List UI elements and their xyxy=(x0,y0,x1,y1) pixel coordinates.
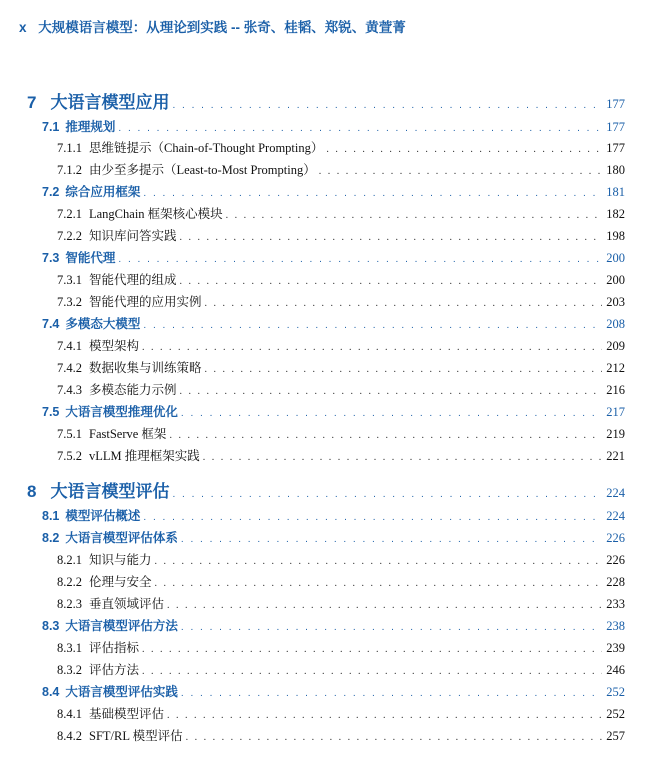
toc-entry-text: FastServe 框架 xyxy=(89,427,167,441)
toc-entry-text: 大语言模型应用 xyxy=(50,93,170,112)
toc-entry-text: 大语言模型评估体系 xyxy=(65,531,178,545)
dot-leader xyxy=(326,144,602,155)
dot-leader xyxy=(205,364,602,375)
toc-entry-title xyxy=(57,292,202,310)
dot-leader xyxy=(167,600,602,611)
toc-entry-text: 伦理与安全 xyxy=(89,575,152,589)
toc-entry-number: 7.4.1 xyxy=(57,339,82,353)
toc-entry-title xyxy=(57,638,139,656)
toc-entry-number: 7.2 xyxy=(42,185,60,199)
toc-entry-title xyxy=(42,182,140,200)
toc-entry-title xyxy=(57,572,152,590)
toc-entry-section[interactable] xyxy=(42,402,625,420)
dot-leader xyxy=(143,188,602,199)
toc-entry-section[interactable] xyxy=(42,314,625,332)
toc-entry-sub[interactable] xyxy=(57,204,625,222)
toc-entry-page: 246 xyxy=(606,663,625,677)
dot-leader xyxy=(118,254,602,265)
toc-entry-title xyxy=(42,616,178,634)
toc-entry-title xyxy=(57,204,223,222)
toc-entry-page: 180 xyxy=(606,163,625,177)
toc-entry-text: 知识库问答实践 xyxy=(89,229,177,243)
toc-entry-section[interactable] xyxy=(42,616,625,634)
toc-entry-text: 多模态大模型 xyxy=(65,317,141,331)
toc-entry-title xyxy=(57,380,177,398)
toc-entry-sub[interactable] xyxy=(57,572,625,590)
toc-entry-sub[interactable] xyxy=(57,226,625,244)
toc-entry-text: 大语言模型评估 xyxy=(50,482,170,501)
toc-entry-sub[interactable] xyxy=(57,270,625,288)
toc-entry-section[interactable] xyxy=(42,682,625,700)
toc-entry-page: 224 xyxy=(606,509,625,523)
toc-entry-title xyxy=(42,682,178,700)
toc-entry-page: 209 xyxy=(606,339,625,353)
toc-entry-page: 221 xyxy=(606,449,625,463)
toc-entry-text: 知识与能力 xyxy=(89,553,152,567)
dot-leader xyxy=(155,578,602,589)
dot-leader xyxy=(181,408,602,419)
toc-entry-title xyxy=(42,248,115,266)
dot-leader xyxy=(143,320,602,331)
toc-entry-text: vLLM 推理框架实践 xyxy=(89,449,200,463)
toc-entry-page: 181 xyxy=(606,185,625,199)
toc-entry-title xyxy=(42,314,140,332)
dot-leader xyxy=(172,489,602,500)
toc-entry-number: 7.3 xyxy=(42,251,60,265)
toc-entry-page: 177 xyxy=(606,120,625,134)
toc-entry-number: 7.2.2 xyxy=(57,229,82,243)
toc-entry-page: 177 xyxy=(606,141,625,155)
toc-entry-number: 7.1 xyxy=(42,120,60,134)
toc-entry-page: 224 xyxy=(606,486,625,500)
dot-leader xyxy=(155,556,602,567)
toc-entry-number: 8.4 xyxy=(42,685,60,699)
toc-entry-text: 综合应用框架 xyxy=(65,185,141,199)
toc-entry-page: 257 xyxy=(606,729,625,743)
toc-entry-number: 7.3.2 xyxy=(57,295,82,309)
toc-entry-page: 226 xyxy=(606,531,625,545)
toc-entry-title xyxy=(57,226,177,244)
toc-entry-page: 182 xyxy=(606,207,625,221)
toc-entry-text: 大语言模型推理优化 xyxy=(65,405,178,419)
toc-entry-title xyxy=(57,358,202,376)
toc-entry-number: 7.2.1 xyxy=(57,207,82,221)
toc-entry-page: 233 xyxy=(606,597,625,611)
toc-entry-page: 252 xyxy=(606,685,625,699)
toc-entry-section[interactable] xyxy=(42,528,625,546)
toc-entry-title xyxy=(57,446,200,464)
toc-entry-sub[interactable] xyxy=(57,550,625,568)
dot-leader xyxy=(142,342,602,353)
dot-leader xyxy=(169,430,602,441)
dot-leader xyxy=(181,534,602,545)
toc-entry-text: 智能代理 xyxy=(65,251,116,265)
toc-entry-page: 212 xyxy=(606,361,625,375)
toc-entry-chapter[interactable] xyxy=(27,477,625,502)
toc-entry-title xyxy=(57,336,139,354)
toc-entry-title xyxy=(42,402,178,420)
toc-entry-text: SFT/RL 模型评估 xyxy=(89,729,183,743)
dot-leader xyxy=(142,644,602,655)
dot-leader xyxy=(181,622,602,633)
toc-entry-page: 239 xyxy=(606,641,625,655)
toc-entry-number: 8.3 xyxy=(42,619,60,633)
toc-entry-page: 203 xyxy=(606,295,625,309)
dot-leader xyxy=(118,123,602,134)
toc-entry-text: 大语言模型评估实践 xyxy=(65,685,178,699)
toc-entry-number: 7 xyxy=(27,93,37,112)
toc-entry-number: 8.4.2 xyxy=(57,729,82,743)
toc-entry-text: 大语言模型评估方法 xyxy=(65,619,178,633)
toc-entry-page: 200 xyxy=(606,251,625,265)
toc-entry-page: 198 xyxy=(606,229,625,243)
toc-entry-sub[interactable] xyxy=(57,594,625,612)
toc-entry-text: 模型评估概述 xyxy=(65,509,141,523)
toc-entry-sub[interactable] xyxy=(57,424,625,442)
dot-leader xyxy=(226,210,602,221)
toc-entry-sub[interactable] xyxy=(57,704,625,722)
toc-entry-number: 7.4 xyxy=(42,317,60,331)
toc-entry-number: 7.1.1 xyxy=(57,141,82,155)
toc-entry-number: 8.2 xyxy=(42,531,60,545)
toc-entry-sub[interactable] xyxy=(57,380,625,398)
toc-entry-sub[interactable] xyxy=(57,358,625,376)
dot-leader xyxy=(186,732,602,743)
toc-entry-page: 226 xyxy=(606,553,625,567)
toc-entry-text: LangChain 框架核心模块 xyxy=(89,207,223,221)
toc-entry-text: 评估指标 xyxy=(89,641,140,655)
toc-entry-sub[interactable] xyxy=(57,292,625,310)
toc-entry-section[interactable] xyxy=(42,248,625,266)
toc-entry-title xyxy=(57,160,316,178)
toc-entry-page: 200 xyxy=(606,273,625,287)
toc-entry-title xyxy=(57,424,166,442)
toc-entry-section[interactable] xyxy=(42,117,625,135)
toc-entry-page: 208 xyxy=(606,317,625,331)
toc-entry-title xyxy=(57,594,164,612)
toc-entry-sub[interactable] xyxy=(57,160,625,178)
toc-entry-sub[interactable] xyxy=(57,446,625,464)
toc-entry-sub[interactable] xyxy=(57,726,625,744)
dot-leader xyxy=(205,298,602,309)
toc-entry-title xyxy=(42,117,115,135)
toc-entry-section[interactable] xyxy=(42,182,625,200)
toc-entry-number: 8.3.2 xyxy=(57,663,82,677)
toc-entry-text: 推理规划 xyxy=(65,120,116,134)
toc-entry-title xyxy=(42,506,140,524)
toc-entry-title xyxy=(57,550,152,568)
toc-entry-page: 217 xyxy=(606,405,625,419)
toc-entry-title xyxy=(57,726,183,744)
toc-entry-number: 8.3.1 xyxy=(57,641,82,655)
toc-entry-title xyxy=(27,88,169,113)
toc-entry-title xyxy=(57,660,139,678)
toc-entry-sub[interactable] xyxy=(57,138,625,156)
toc-entry-chapter[interactable] xyxy=(27,88,625,113)
running-header xyxy=(19,16,406,36)
toc-entry-number: 8.4.1 xyxy=(57,707,82,721)
toc-entry-number: 8.2.1 xyxy=(57,553,82,567)
dot-leader xyxy=(172,100,602,111)
toc-entry-number: 7.5 xyxy=(42,405,60,419)
toc-entry-page: 228 xyxy=(606,575,625,589)
dot-leader xyxy=(167,710,602,721)
toc-entry-number: 8.2.2 xyxy=(57,575,82,589)
toc-entry-title xyxy=(57,270,177,288)
toc-entry-sub[interactable] xyxy=(57,336,625,354)
dot-leader xyxy=(180,276,602,287)
toc-entry-text: 垂直领域评估 xyxy=(89,597,165,611)
header-page-number: x xyxy=(19,20,27,35)
toc-entry-sub[interactable] xyxy=(57,638,625,656)
dot-leader xyxy=(180,386,602,397)
toc-entry-text: 模型架构 xyxy=(89,339,140,353)
toc-entry-page: 177 xyxy=(606,97,625,111)
toc-entry-section[interactable] xyxy=(42,506,625,524)
toc-entry-text: 智能代理的应用实例 xyxy=(89,295,202,309)
toc-entry-page: 252 xyxy=(606,707,625,721)
toc-entry-number: 8 xyxy=(27,482,37,501)
dot-leader xyxy=(180,232,602,243)
toc-entry-title xyxy=(42,528,178,546)
toc-entry-number: 7.5.2 xyxy=(57,449,82,463)
toc-entry-number: 7.4.2 xyxy=(57,361,82,375)
toc-entry-number: 8.1 xyxy=(42,509,60,523)
toc-entry-number: 8.2.3 xyxy=(57,597,82,611)
toc-entry-text: 智能代理的组成 xyxy=(89,273,177,287)
toc-entry-title xyxy=(57,138,323,156)
header-running-title: 大规模语言模型：从理论到实践 -- 张奇、桂韬、郑锐、黄萱菁 xyxy=(38,20,406,35)
dot-leader xyxy=(203,452,602,463)
toc-entry-number: 7.3.1 xyxy=(57,273,82,287)
toc-entry-page: 238 xyxy=(606,619,625,633)
toc-entry-page: 216 xyxy=(606,383,625,397)
toc-entry-number: 7.4.3 xyxy=(57,383,82,397)
dot-leader xyxy=(181,688,602,699)
toc-entry-text: 基础模型评估 xyxy=(89,707,165,721)
toc-entry-title xyxy=(27,477,169,502)
toc-entry-text: 多模态能力示例 xyxy=(89,383,177,397)
toc-entry-sub[interactable] xyxy=(57,660,625,678)
dot-leader xyxy=(143,512,602,523)
toc-entry-number: 7.5.1 xyxy=(57,427,82,441)
dot-leader xyxy=(319,166,602,177)
dot-leader xyxy=(142,666,602,677)
toc-entry-text: 数据收集与训练策略 xyxy=(89,361,202,375)
toc-entry-text: 由少至多提示（Least-to-Most Prompting） xyxy=(89,163,316,177)
toc-entry-title xyxy=(57,704,164,722)
toc-entry-text: 评估方法 xyxy=(89,663,140,677)
toc-entry-text: 思维链提示（Chain-of-Thought Prompting） xyxy=(89,141,324,155)
toc-entry-page: 219 xyxy=(606,427,625,441)
toc-entry-number: 7.1.2 xyxy=(57,163,82,177)
